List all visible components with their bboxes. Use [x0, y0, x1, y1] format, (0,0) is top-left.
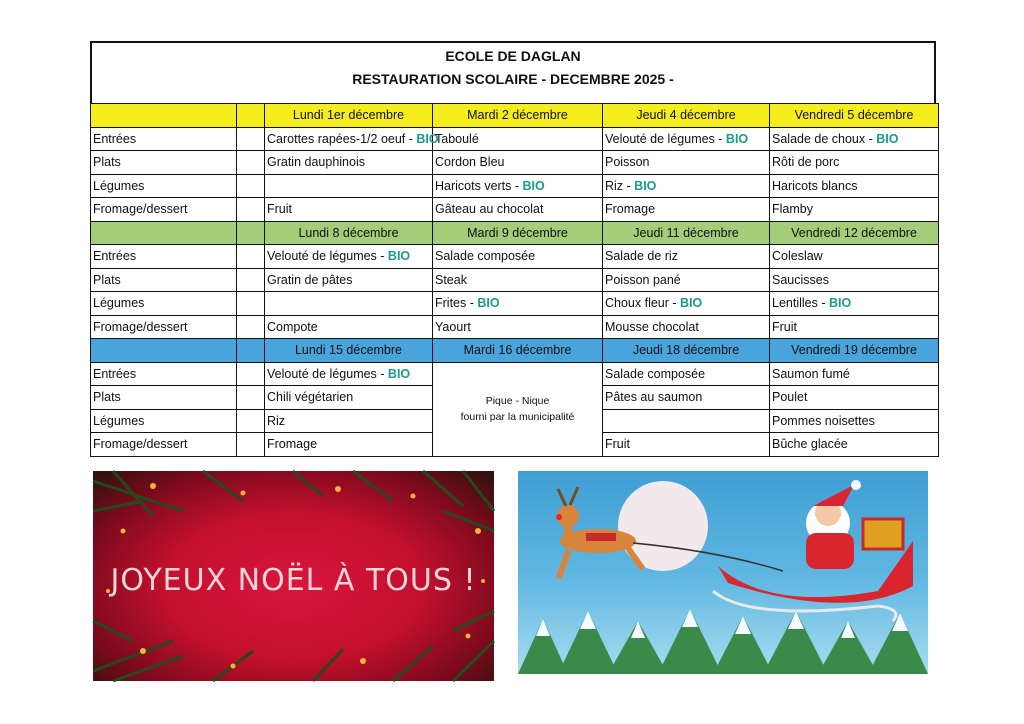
- menu-title: RESTAURATION SCOLAIRE - DECEMBRE 2025 -: [352, 71, 674, 87]
- bio-badge: BIO: [522, 178, 545, 193]
- menu-cell: Velouté de légumes - BIO: [603, 127, 770, 151]
- day-header: Lundi 15 décembre: [265, 339, 433, 363]
- day-header: Mardi 9 décembre: [433, 221, 603, 245]
- santa-sleigh-image: [518, 471, 928, 674]
- day-header: Lundi 1er décembre: [265, 104, 433, 128]
- table-row: [91, 127, 939, 151]
- santa-shape: [806, 480, 861, 569]
- category-label: Légumes: [91, 174, 237, 198]
- category-label: Entrées: [91, 362, 237, 386]
- menu-cell: Yaourt: [433, 315, 603, 339]
- table-row: [91, 268, 939, 292]
- menu-cell: Coleslaw: [770, 245, 939, 269]
- menu-cell: Fromage: [265, 433, 433, 457]
- menu-cell: Mousse chocolat: [603, 315, 770, 339]
- menu-cell: Taboulé: [433, 127, 603, 151]
- bio-badge: BIO: [387, 366, 411, 381]
- picnic-note: fourni par la municipalité: [460, 411, 575, 423]
- menu-cell: Bûche glacée: [770, 433, 939, 457]
- table-row: [91, 315, 939, 339]
- table-row: [91, 198, 939, 222]
- table-row: [91, 174, 939, 198]
- week-3-header: [91, 339, 939, 363]
- category-label: Entrées: [91, 127, 237, 151]
- menu-cell: Poulet: [770, 386, 939, 410]
- school-name: ECOLE DE DAGLAN: [445, 48, 581, 64]
- category-label: Plats: [91, 386, 237, 410]
- day-header: Jeudi 4 décembre: [603, 104, 770, 128]
- category-label: Fromage/dessert: [91, 433, 237, 457]
- category-label: Fromage/dessert: [91, 198, 237, 222]
- category-label: Légumes: [91, 409, 237, 433]
- week-1-header: [91, 104, 939, 128]
- menu-cell: [265, 292, 433, 316]
- bio-badge: BIO: [387, 249, 411, 264]
- bio-badge: BIO: [828, 296, 852, 311]
- christmas-wreath-image: [93, 471, 494, 681]
- christmas-greeting: JOYEUX NOËL À TOUS !: [110, 563, 477, 598]
- lunch-menu-table: [90, 103, 939, 457]
- bio-badge: BIO: [416, 131, 439, 146]
- menu-cell: Gâteau au chocolat: [433, 198, 603, 222]
- table-row: [91, 245, 939, 269]
- menu-cell: Choux fleur - BIO: [603, 292, 770, 316]
- menu-cell: Steak: [433, 268, 603, 292]
- menu-cell: Compote: [265, 315, 433, 339]
- menu-cell: Fruit: [265, 198, 433, 222]
- day-header: Vendredi 19 décembre: [770, 339, 939, 363]
- day-header: Mardi 16 décembre: [433, 339, 603, 363]
- menu-cell: Fruit: [603, 433, 770, 457]
- menu-cell: Lentilles - BIO: [770, 292, 939, 316]
- menu-cell: Chili végétarien: [265, 386, 433, 410]
- bio-badge: BIO: [725, 131, 749, 146]
- menu-cell: Saucisses: [770, 268, 939, 292]
- week-2-header: [91, 221, 939, 245]
- menu-cell: Saumon fumé: [770, 362, 939, 386]
- bio-badge: BIO: [477, 296, 500, 311]
- bio-badge: BIO: [634, 178, 657, 193]
- menu-cell: Haricots blancs: [770, 174, 939, 198]
- menu-cell: Salade de choux - BIO: [770, 127, 939, 151]
- category-label: Entrées: [91, 245, 237, 269]
- day-header: Mardi 2 décembre: [433, 104, 603, 128]
- bio-badge: BIO: [876, 131, 899, 146]
- menu-cell: Frites - BIO: [433, 292, 603, 316]
- menu-cell: Fromage: [603, 198, 770, 222]
- menu-cell: Rôti de porc: [770, 151, 939, 175]
- menu-cell: Riz - BIO: [603, 174, 770, 198]
- menu-cell: Salade de riz: [603, 245, 770, 269]
- menu-cell: Gratin dauphinois: [265, 151, 433, 175]
- picnic-cell: [433, 362, 603, 456]
- day-header: Vendredi 5 décembre: [770, 104, 939, 128]
- menu-cell: Salade composée: [433, 245, 603, 269]
- menu-cell: Fruit: [770, 315, 939, 339]
- menu-cell: Flamby: [770, 198, 939, 222]
- menu-cell: Salade composée: [603, 362, 770, 386]
- menu-cell: Riz: [265, 409, 433, 433]
- table-row: [91, 292, 939, 316]
- menu-cell: Poisson pané: [603, 268, 770, 292]
- category-label: Fromage/dessert: [91, 315, 237, 339]
- day-header: Lundi 8 décembre: [265, 221, 433, 245]
- category-label: Légumes: [91, 292, 237, 316]
- menu-cell: Velouté de légumes - BIO: [265, 245, 433, 269]
- gift-box-shape: [863, 519, 903, 549]
- menu-cell: [603, 409, 770, 433]
- snowy-trees-shape: [518, 609, 928, 674]
- menu-cell: Velouté de légumes - BIO: [265, 362, 433, 386]
- picnic-title: Pique - Nique: [485, 395, 550, 407]
- day-header: Vendredi 12 décembre: [770, 221, 939, 245]
- menu-cell: Cordon Bleu: [433, 151, 603, 175]
- menu-cell: Gratin de pâtes: [265, 268, 433, 292]
- menu-cell: Pâtes au saumon: [603, 386, 770, 410]
- day-header: Jeudi 11 décembre: [603, 221, 770, 245]
- menu-cell: [265, 174, 433, 198]
- category-label: Plats: [91, 151, 237, 175]
- day-header: Jeudi 18 décembre: [603, 339, 770, 363]
- menu-title-box: [90, 41, 936, 103]
- menu-cell: Haricots verts - BIO: [433, 174, 603, 198]
- category-label: Plats: [91, 268, 237, 292]
- menu-cell: Carottes rapées-1/2 oeuf - BIO: [265, 127, 433, 151]
- menu-cell: Poisson: [603, 151, 770, 175]
- table-row: [91, 151, 939, 175]
- table-row: [91, 362, 939, 386]
- bio-badge: BIO: [680, 296, 703, 311]
- menu-cell: Pommes noisettes: [770, 409, 939, 433]
